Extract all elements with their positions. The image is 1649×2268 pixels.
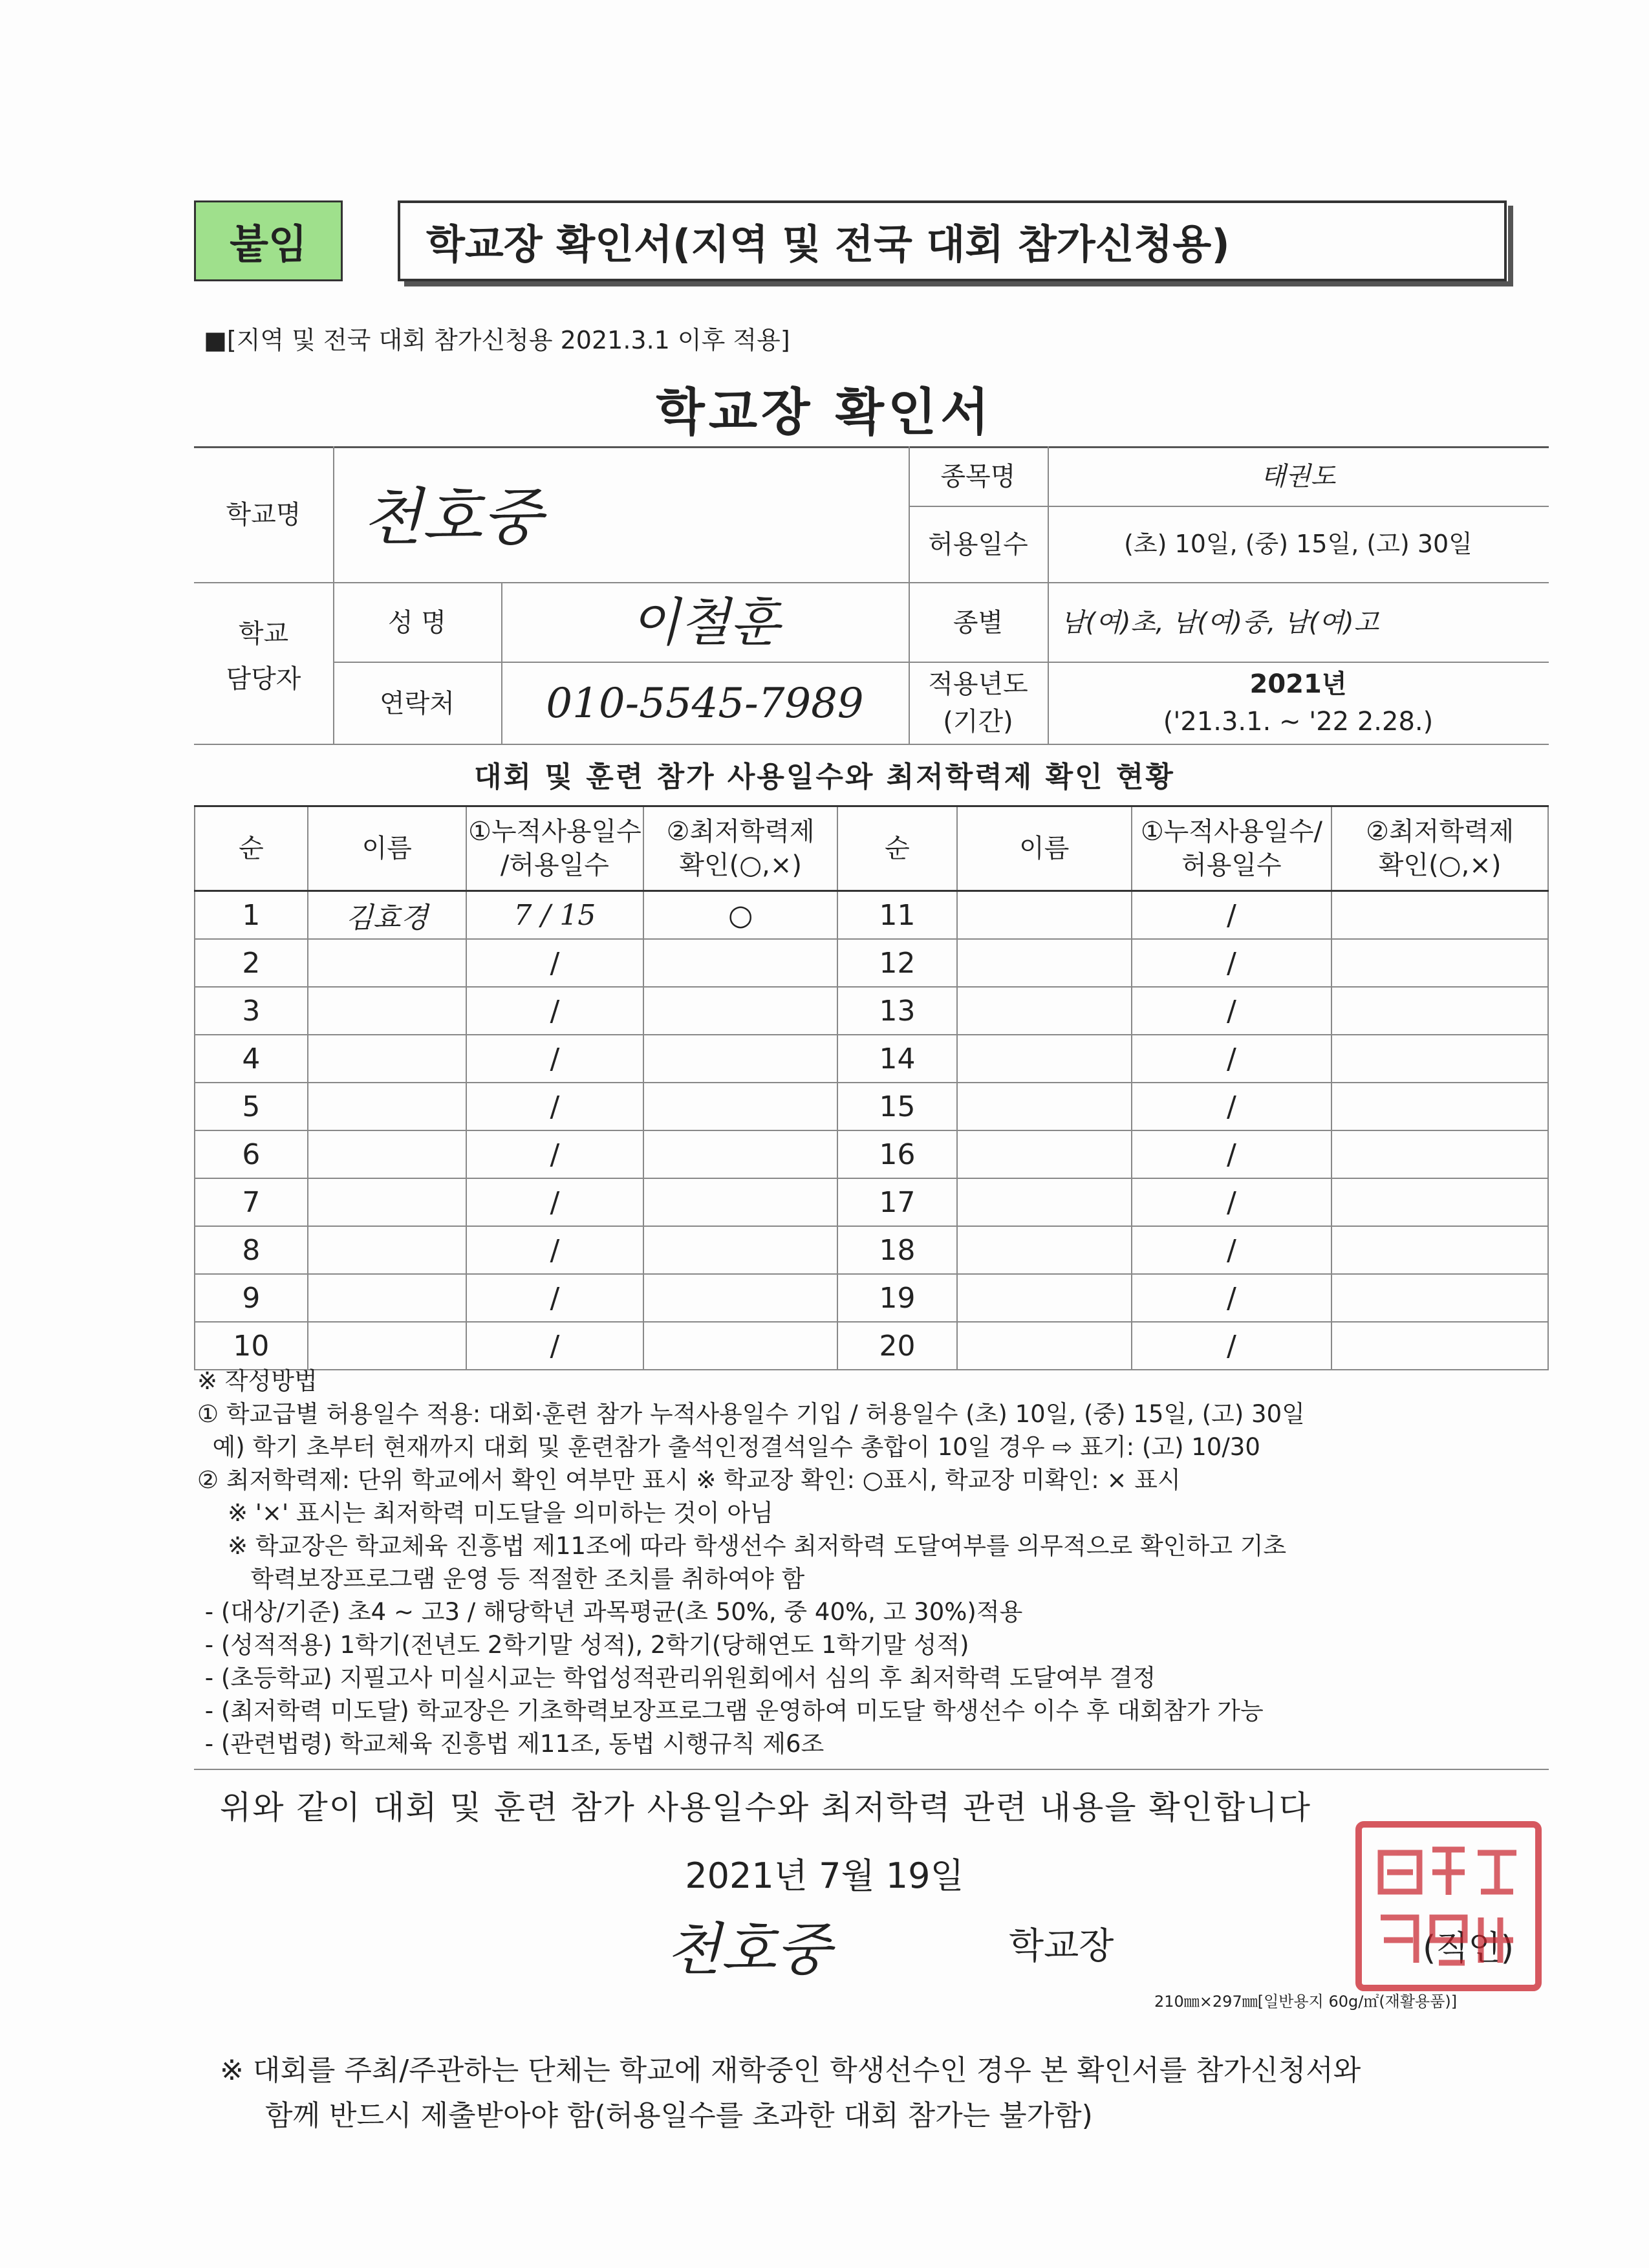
date-text: 2021년 7월 19일 bbox=[685, 1855, 964, 1896]
table-row bbox=[195, 987, 1548, 1035]
top-note: ■[지역 및 전국 대회 참가신청용 2021.3.1 이후 적용] bbox=[204, 326, 790, 354]
header-title: 학교장 확인서(지역 및 전국 대회 참가신청용) bbox=[398, 200, 1507, 281]
usage-table bbox=[194, 805, 1549, 1370]
cell-name-right bbox=[957, 1035, 1132, 1083]
table-row bbox=[195, 1322, 1548, 1370]
cell-days-left: / bbox=[466, 1178, 644, 1226]
staff-label-2: 담당자 bbox=[226, 664, 301, 694]
cell-days-left: / bbox=[466, 1035, 644, 1083]
cell-min-right bbox=[1331, 987, 1548, 1035]
cell-name-right bbox=[957, 1322, 1132, 1370]
table-row bbox=[195, 1035, 1548, 1083]
cell-min-right bbox=[1331, 939, 1548, 987]
table-row bbox=[195, 1130, 1548, 1178]
cell-no-right: 17 bbox=[837, 1178, 957, 1226]
confirm-divider bbox=[194, 1769, 1549, 1770]
cell-no-right: 15 bbox=[837, 1083, 957, 1130]
header-days-left-line1: ①누적사용일수 bbox=[468, 817, 641, 847]
cell-name-left bbox=[308, 1130, 466, 1178]
instruction-line: ① 학교급별 허용일수 적용: 대회·훈련 참가 누적사용일수 기입 / 허용일수 (초) 10일, (중) 15일, (고) 30일 bbox=[197, 1400, 1305, 1428]
cell-min-left bbox=[643, 1178, 837, 1226]
staff-label-1: 학교 bbox=[238, 619, 289, 649]
header-no-left: 순 bbox=[195, 806, 308, 891]
cell-name-left bbox=[308, 1274, 466, 1322]
cell-days-right: / bbox=[1132, 987, 1332, 1035]
cell-min-right bbox=[1331, 1083, 1548, 1130]
header-days-right bbox=[1132, 806, 1332, 891]
cell-no-right: 18 bbox=[837, 1226, 957, 1274]
instruction-line: - (성적적용) 1학기(전년도 2학기말 성적), 2학기(당해연도 1학기말 성적) bbox=[197, 1631, 969, 1659]
instruction-line: 학력보장프로그램 운영 등 적절한 조치를 취하여야 함 bbox=[197, 1565, 805, 1593]
cell-name-left bbox=[308, 1226, 466, 1274]
info-bottom-border bbox=[194, 744, 1549, 745]
cell-days-left: / bbox=[466, 1130, 644, 1178]
header-min-left-line2: 확인(○,×) bbox=[679, 850, 802, 880]
header-days-left bbox=[466, 806, 644, 891]
type-value: 남(여)초, 남(여)중, 남(여)고 bbox=[1061, 607, 1379, 638]
cell-min-left bbox=[643, 1322, 837, 1370]
cell-no-left: 6 bbox=[195, 1130, 308, 1178]
attachment-badge: 붙임 bbox=[194, 200, 343, 281]
instruction-line: 예) 학기 초부터 현재까지 대회 및 훈련참가 출석인정결석일수 총합이 10일 경우 ⇨ 표기: (고) 10/30 bbox=[197, 1433, 1260, 1461]
cell-no-left: 7 bbox=[195, 1178, 308, 1226]
cell-days-right: / bbox=[1132, 1226, 1332, 1274]
principal-label: 학교장 bbox=[1009, 1925, 1114, 1967]
seal-label: (직인) bbox=[1423, 1929, 1514, 1968]
instruction-line: - (대상/기준) 초4 ~ 고3 / 해당학년 과목평균(초 50%, 중 40%, 고 30%)적용 bbox=[197, 1598, 1023, 1626]
allowed-days-label: 허용일수 bbox=[928, 530, 1028, 559]
cell-no-right: 16 bbox=[837, 1130, 957, 1178]
cell-name-left bbox=[308, 1035, 466, 1083]
cell-min-right bbox=[1331, 1226, 1548, 1274]
cell-days-left: / bbox=[466, 1083, 644, 1130]
cell-min-right bbox=[1331, 891, 1548, 940]
cell-name-left bbox=[308, 1083, 466, 1130]
header-days-right-line1: ①누적사용일수/ bbox=[1140, 817, 1322, 847]
table-row bbox=[195, 1178, 1548, 1226]
table-row bbox=[195, 939, 1548, 987]
cell-min-left: ○ bbox=[643, 891, 837, 940]
cell-days-right: / bbox=[1132, 1083, 1332, 1130]
header-min-left bbox=[643, 806, 837, 891]
header-min-left-line1: ②최저학력제 bbox=[666, 817, 815, 847]
year-label-1: 적용년도 bbox=[928, 669, 1028, 699]
allowed-days-value: (초) 10일, (중) 15일, (고) 30일 bbox=[1124, 530, 1472, 559]
cell-days-left: / bbox=[466, 1274, 644, 1322]
cell-name-right bbox=[957, 891, 1132, 940]
cell-min-left bbox=[643, 1035, 837, 1083]
cell-no-left: 8 bbox=[195, 1226, 308, 1274]
year-value-1: 2021년 bbox=[1249, 669, 1347, 699]
confirm-text: 위와 같이 대회 및 훈련 참가 사용일수와 최저학력 관련 내용을 확인합니다 bbox=[220, 1789, 1311, 1826]
cell-min-left bbox=[643, 1130, 837, 1178]
cell-no-left: 9 bbox=[195, 1274, 308, 1322]
cell-min-right bbox=[1331, 1035, 1548, 1083]
cell-days-left: / bbox=[466, 1322, 644, 1370]
event-value: 태권도 bbox=[1260, 462, 1336, 491]
cell-name-right bbox=[957, 939, 1132, 987]
cell-name-left bbox=[308, 939, 466, 987]
header-name-right: 이름 bbox=[957, 806, 1132, 891]
cell-min-left bbox=[643, 1226, 837, 1274]
bottom-note-line1: ※ 대회를 주최/주관하는 단체는 학교에 재학중인 학생선수인 경우 본 확인서를 참가신청서와 bbox=[220, 2054, 1361, 2087]
table-row bbox=[195, 1226, 1548, 1274]
instruction-line: ② 최저학력제: 단위 학교에서 확인 여부만 표시 ※ 학교장 확인: ○표시, 학교장 미확인: × 표시 bbox=[197, 1466, 1181, 1494]
cell-days-right: / bbox=[1132, 1322, 1332, 1370]
header-name-left: 이름 bbox=[308, 806, 466, 891]
instruction-line: - (초등학교) 지필고사 미실시교는 학업성적관리위원회에서 심의 후 최저학력 도달여부 결정 bbox=[197, 1664, 1156, 1692]
header-days-right-line2: 허용일수 bbox=[1181, 850, 1282, 880]
header-min-right-line2: 확인(○,×) bbox=[1378, 850, 1502, 880]
document-title: 학교장 확인서 bbox=[656, 383, 993, 442]
paper-spec: 210㎜×297㎜[일반용지 60g/㎡(재활용품)] bbox=[1154, 1993, 1458, 2011]
cell-name-left bbox=[308, 1178, 466, 1226]
cell-days-right: / bbox=[1132, 939, 1332, 987]
cell-days-right: / bbox=[1132, 1178, 1332, 1226]
section-title: 대회 및 훈련 참가 사용일수와 최저학력제 확인 현황 bbox=[474, 761, 1175, 794]
instruction-line: ※ 학교장은 학교체육 진흥법 제11조에 따라 학생선수 최저학력 도달여부를 의무적으로 확인하고 기초 bbox=[197, 1532, 1287, 1560]
event-label: 종목명 bbox=[940, 462, 1016, 491]
cell-name-right bbox=[957, 1226, 1132, 1274]
school-value: 천호중 bbox=[362, 481, 543, 554]
year-label-2: (기간) bbox=[943, 706, 1013, 737]
cell-days-right: / bbox=[1132, 1274, 1332, 1322]
cell-min-right bbox=[1331, 1130, 1548, 1178]
cell-name-left bbox=[308, 987, 466, 1035]
cell-name-right bbox=[957, 1178, 1132, 1226]
cell-name-left: 김효경 bbox=[308, 891, 466, 940]
cell-no-right: 11 bbox=[837, 891, 957, 940]
cell-no-left: 1 bbox=[195, 891, 308, 940]
cell-no-right: 19 bbox=[837, 1274, 957, 1322]
header-min-right-line1: ②최저학력제 bbox=[1366, 817, 1514, 847]
cell-name-right bbox=[957, 1130, 1132, 1178]
year-value-2: ('21.3.1. ~ '22 2.28.) bbox=[1163, 706, 1434, 737]
school-label: 학교명 bbox=[226, 500, 301, 530]
header-no-right: 순 bbox=[837, 806, 957, 891]
cell-days-right: / bbox=[1132, 1130, 1332, 1178]
name-value: 이철훈 bbox=[630, 592, 780, 653]
cell-no-left: 10 bbox=[195, 1322, 308, 1370]
cell-name-right bbox=[957, 1083, 1132, 1130]
table-row bbox=[195, 891, 1548, 940]
bottom-note-line2: 함께 반드시 제출받아야 함(허용일수를 초과한 대회 참가는 불가함) bbox=[265, 2099, 1093, 2132]
cell-days-left: / bbox=[466, 987, 644, 1035]
instruction-line: - (관련법령) 학교체육 진흥법 제11조, 동법 시행규칙 제6조 bbox=[197, 1730, 824, 1758]
header-days-left-line2: /허용일수 bbox=[500, 850, 609, 880]
cell-days-left: 7 / 15 bbox=[466, 891, 644, 940]
cell-min-left bbox=[643, 987, 837, 1035]
signature: 천호중 bbox=[666, 1916, 832, 1983]
cell-no-right: 12 bbox=[837, 939, 957, 987]
instruction-line: ※ 작성방법 bbox=[197, 1367, 318, 1395]
cell-min-left bbox=[643, 1083, 837, 1130]
cell-min-right bbox=[1331, 1178, 1548, 1226]
cell-no-left: 3 bbox=[195, 987, 308, 1035]
contact-label: 연락처 bbox=[380, 688, 455, 718]
table-header-row bbox=[195, 806, 1548, 891]
cell-min-left bbox=[643, 1274, 837, 1322]
type-label: 종별 bbox=[953, 607, 1004, 638]
cell-no-right: 13 bbox=[837, 987, 957, 1035]
header-min-right bbox=[1331, 806, 1548, 891]
cell-no-left: 5 bbox=[195, 1083, 308, 1130]
cell-name-right bbox=[957, 987, 1132, 1035]
cell-name-left bbox=[308, 1322, 466, 1370]
cell-no-right: 20 bbox=[837, 1322, 957, 1370]
table-row bbox=[195, 1083, 1548, 1130]
cell-days-left: / bbox=[466, 1226, 644, 1274]
cell-no-left: 4 bbox=[195, 1035, 308, 1083]
cell-days-right: / bbox=[1132, 1035, 1332, 1083]
instruction-line: - (최저학력 미도달) 학교장은 기초학력보장프로그램 운영하여 미도달 학생선수 이수 후 대회참가 가능 bbox=[197, 1697, 1264, 1725]
cell-no-right: 14 bbox=[837, 1035, 957, 1083]
cell-days-left: / bbox=[466, 939, 644, 987]
instruction-line: ※ '×' 표시는 최저학력 미도달을 의미하는 것이 아님 bbox=[197, 1499, 773, 1527]
cell-no-left: 2 bbox=[195, 939, 308, 987]
contact-value: 010-5545-7989 bbox=[546, 679, 864, 728]
cell-min-left bbox=[643, 939, 837, 987]
cell-min-right bbox=[1331, 1274, 1548, 1322]
name-label: 성 명 bbox=[388, 607, 446, 638]
table-row bbox=[195, 1274, 1548, 1322]
official-seal bbox=[1355, 1820, 1542, 1992]
cell-name-right bbox=[957, 1274, 1132, 1322]
cell-min-right bbox=[1331, 1322, 1548, 1370]
cell-days-right: / bbox=[1132, 891, 1332, 940]
